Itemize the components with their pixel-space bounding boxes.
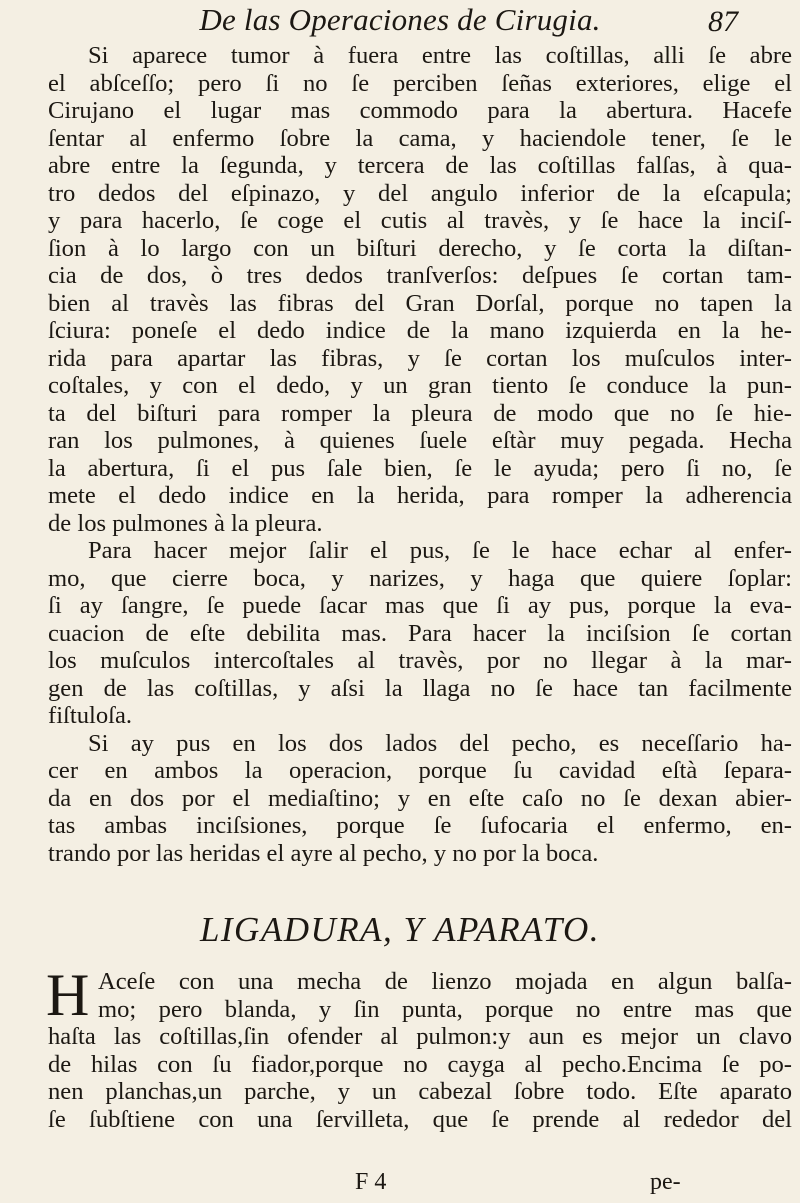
- text-line: cer en ambos la operacion, porque ſu cavidad eſtà ſepara-: [48, 757, 792, 784]
- signature-mark: F 4: [355, 1169, 387, 1195]
- text-line: bien al travès las fibras del Gran Dorſal, porque no tapen la: [48, 289, 792, 317]
- text-line: cuacion de eſte debilita mas. Para hacer la inciſsion ſe cortan: [48, 619, 792, 647]
- text-line: ſe ſubſtiene con una ſervilleta, que ſe prende al rededor del: [48, 1105, 792, 1133]
- text-line: coſtales, y con el dedo, y un gran tiento ſe conduce la pun-: [48, 372, 792, 399]
- text-line: ſciura: poneſe el dedo indice de la mano izquierda en la he-: [48, 317, 792, 344]
- text-line: ſi ay ſangre, ſe puede ſacar mas que ſi ay pus, porque la eva-: [48, 592, 792, 619]
- text-line: tro dedos del eſpinazo, y del angulo inferior de la eſcapula;: [48, 179, 792, 207]
- text-line: abre entre la ſegunda, y tercera de las coſtillas falſas, à qua-: [48, 152, 792, 179]
- catchword: pe-: [650, 1169, 681, 1195]
- section-text: [46, 962, 792, 1133]
- text-line: ta del biſturi para romper la pleura de modo que no ſe hie-: [48, 399, 792, 427]
- page-number: 87: [708, 5, 738, 38]
- page-footer: [0, 1169, 800, 1199]
- body-text: [48, 42, 792, 867]
- text-line: y para hacerlo, ſe coge el cutis al travès, y ſe hace la inciſ-: [48, 207, 792, 234]
- text-line: de los pulmones à la pleura.: [48, 509, 323, 537]
- text-line: trando por las heridas el ayre al pecho, y no por la boca.: [48, 839, 599, 867]
- text-line: mete el dedo indice en la herida, para romper la adherencia: [48, 482, 792, 509]
- text-line: los muſculos intercoſtales al travès, por no llegar à la mar-: [48, 647, 792, 674]
- text-line: ſentar al enfermo ſobre la cama, y haciendole tener, ſe le: [48, 124, 792, 152]
- text-line: ran los pulmones, à quienes ſuele eſtàr muy pegada. Hecha: [48, 427, 792, 454]
- text-line: Para hacer mejor ſalir el pus, ſe le hace echar al enfer-: [88, 537, 792, 564]
- drop-cap: H: [46, 962, 90, 1028]
- text-line: gen de las coſtillas, y aſsi la llaga no ſe hace tan facilmente: [48, 674, 792, 702]
- text-line: haſta las coſtillas,ſin ofender al pulmon:y aun es mejor un clavo: [48, 1023, 792, 1050]
- text-line: de hilas con ſu fiador,porque no cayga al pecho.Encima ſe po-: [48, 1050, 792, 1078]
- text-line: mo; pero blanda, y ſin punta, porque no entre mas que: [98, 995, 792, 1023]
- text-line: Si aparece tumor à fuera entre las coſtillas, alli ſe abre: [88, 42, 792, 69]
- section-heading: LIGADURA, Y APARATO.: [199, 910, 601, 949]
- text-line: nen planchas,un parche, y un cabezal ſobre todo. Eſte aparato: [48, 1078, 792, 1105]
- text-line: rida para apartar las fibras, y ſe cortan los muſculos inter-: [48, 344, 792, 372]
- text-line: la abertura, ſi el pus ſale bien, ſe le ayuda; pero ſi no, ſe: [48, 454, 792, 482]
- text-line: tas ambas inciſsiones, porque ſe ſufocaria el enfermo, en-: [48, 812, 792, 839]
- text-line: fiſtuloſa.: [48, 702, 133, 729]
- text-line: da en dos por el mediaſtino; y en eſte caſo no ſe dexan abier-: [48, 784, 792, 812]
- text-line: ſion à lo largo con un biſturi derecho, y ſe corta la diſtan-: [48, 234, 792, 262]
- text-line: mo, que cierre boca, y narizes, y haga que quiere ſoplar:: [48, 564, 792, 592]
- running-title: De las Operaciones de Cirugia.: [199, 2, 601, 37]
- running-header: [40, 2, 760, 42]
- text-line: Si ay pus en los dos lados del pecho, es neceſſario ha-: [88, 729, 792, 757]
- text-line: cia de dos, ò tres dedos tranſverſos: deſpues ſe cortan tam-: [48, 262, 792, 289]
- text-line: el abſceſſo; pero ſi no ſe perciben ſeñas exteriores, elige el: [48, 69, 792, 97]
- text-line: Cirujano el lugar mas commodo para la abertura. Hacefe: [48, 97, 792, 124]
- text-line: Aceſe con una mecha de lienzo mojada en algun balſa-: [98, 968, 792, 995]
